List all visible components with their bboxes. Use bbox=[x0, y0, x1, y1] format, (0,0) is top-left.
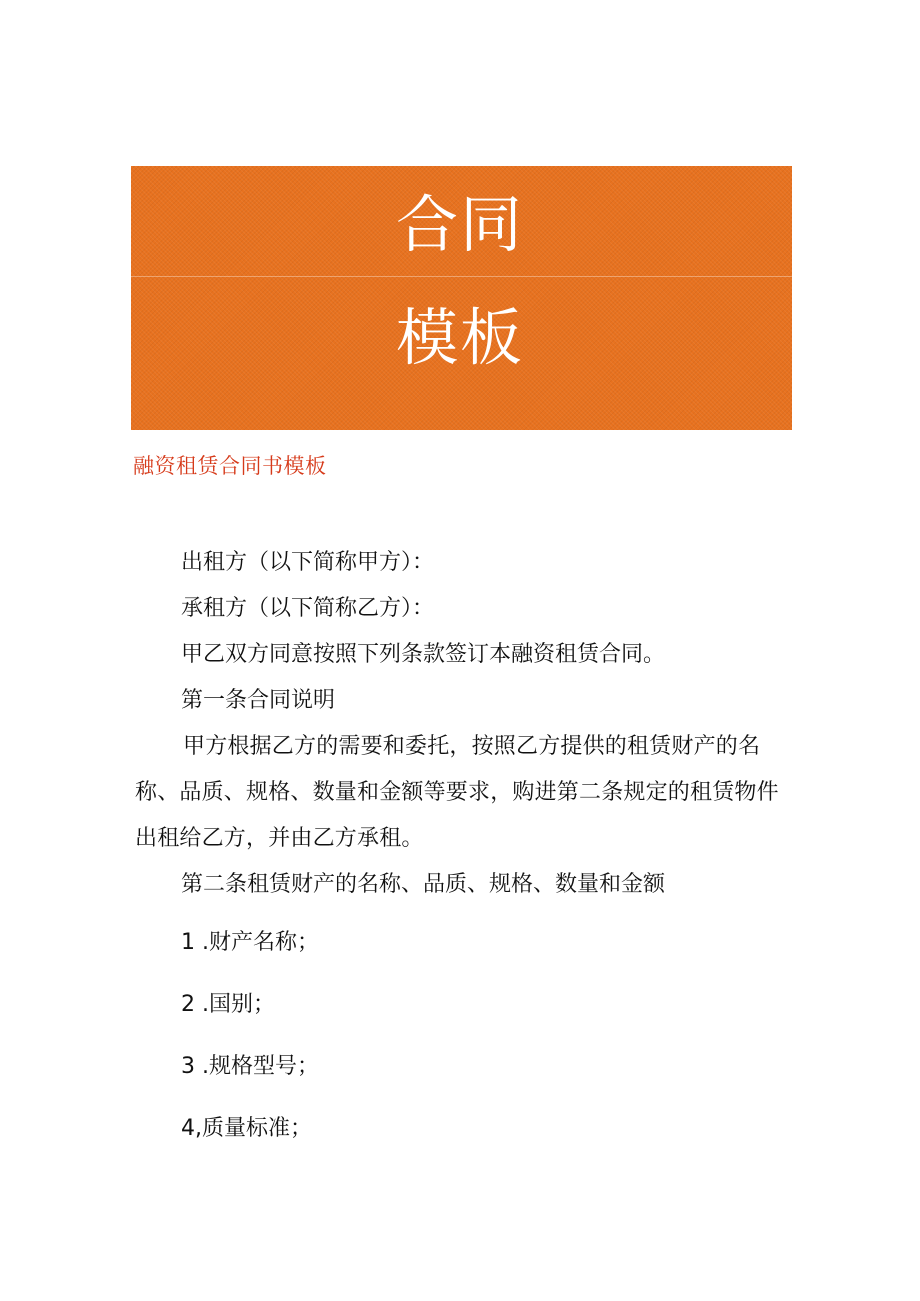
list-item: 2 .国别； bbox=[181, 992, 275, 1017]
article1-title: 第一条合同说明 bbox=[181, 688, 336, 713]
banner-divider bbox=[131, 276, 792, 277]
lessee-line: 承租方（以下简称乙方）： bbox=[181, 596, 435, 621]
lessor-line: 出租方（以下简称甲方）： bbox=[181, 550, 435, 575]
document-body bbox=[135, 540, 795, 1160]
list-item: 4,质量标准； bbox=[181, 1116, 312, 1141]
list-item: 3 .规格型号； bbox=[181, 1054, 319, 1079]
intro-paragraph: 甲乙双方同意按照下列条款签订本融资租赁合同。 bbox=[181, 642, 666, 667]
list-item: 1 .财产名称； bbox=[181, 930, 319, 955]
banner-title-line2: 模板 bbox=[395, 301, 524, 374]
banner-title-line1: 合同 bbox=[395, 188, 524, 261]
article2-title: 第二条租赁财产的名称、品质、规格、数量和金额 bbox=[181, 872, 666, 897]
article1-body: 甲方根据乙方的需要和委托，按照乙方提供的租赁财产的名称、品质、规格、数量和金额等要求，购进第二条规定的租赁物件出租给乙方，并由乙方承租。 bbox=[135, 734, 779, 851]
document-subtitle: 融资租赁合同书模板 bbox=[133, 454, 327, 478]
